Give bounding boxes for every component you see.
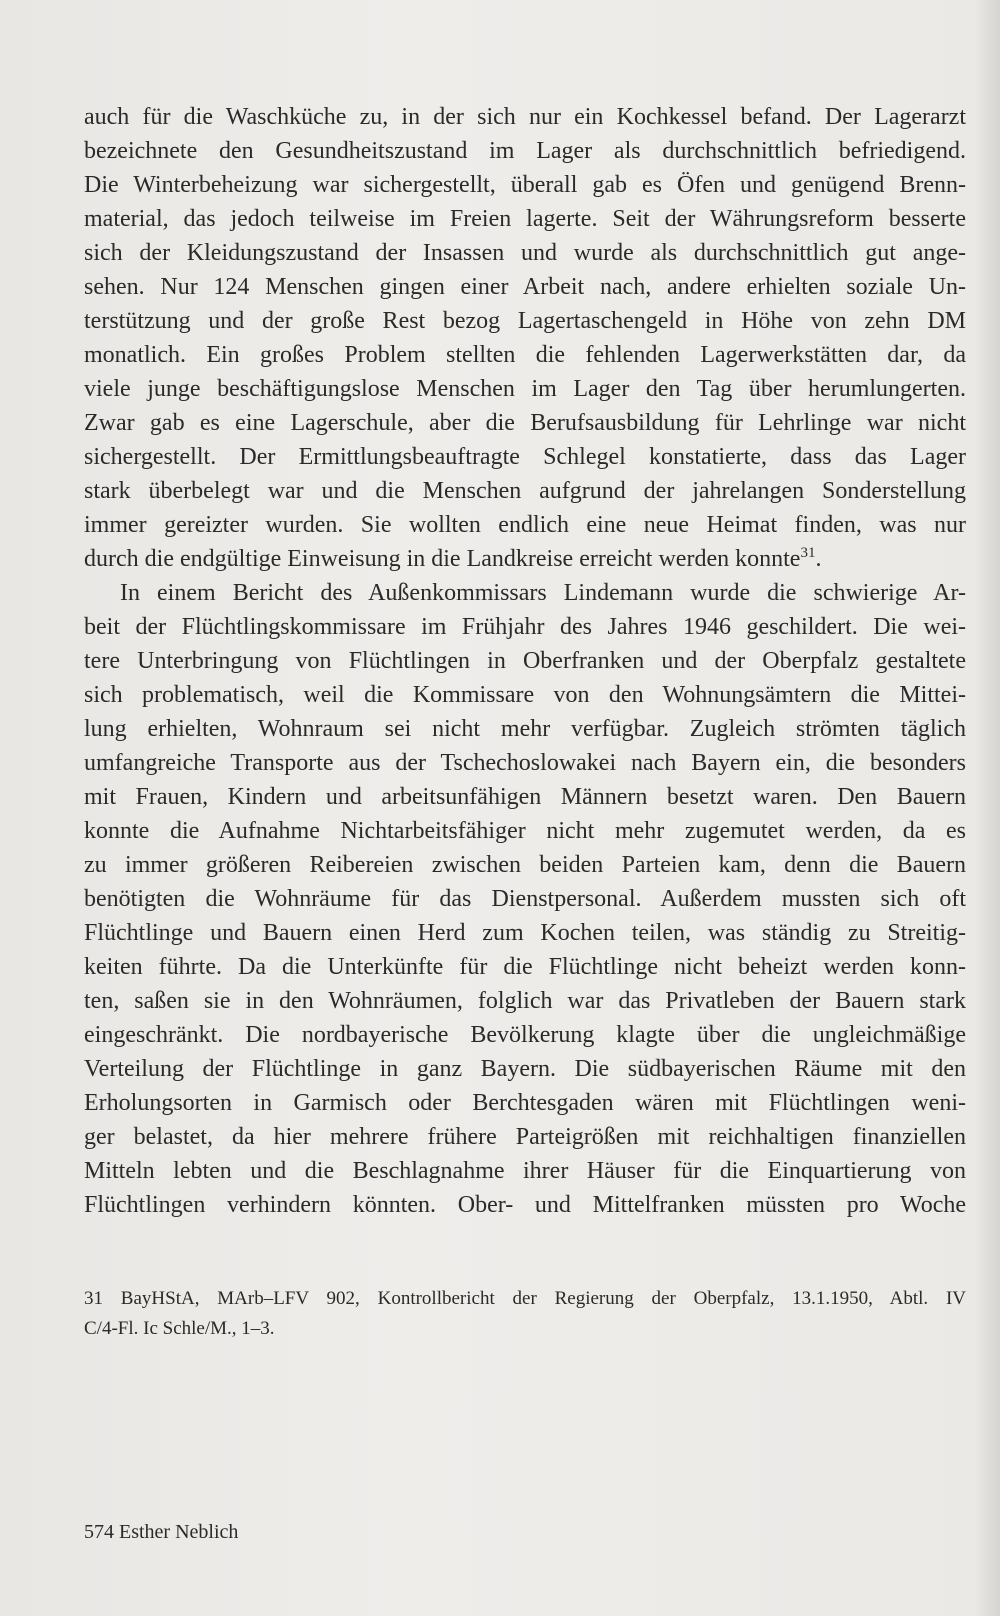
text-line: sichergestellt. Der Ermittlungsbeauftragte Schlegel konstatierte, dass das Lager (84, 444, 966, 470)
text-line: monatlich. Ein großes Problem stellten die fehlenden Lagerwerkstätten dar, da (84, 342, 966, 368)
text-line: viele junge beschäftigungslose Menschen im Lager den Tag über herumlungerten. (84, 376, 966, 402)
paragraph-2 (84, 576, 966, 1222)
text-line: Die Winterbeheizung war sichergestellt, überall gab es Öfen und genügend Brenn- (84, 172, 966, 198)
text-line: sehen. Nur 124 Menschen gingen einer Arbeit nach, andere erhielten soziale Un- (84, 274, 966, 300)
text-line: mit Frauen, Kindern und arbeitsunfähigen Männern besetzt waren. Den Bauern (84, 784, 966, 810)
body-text (84, 100, 966, 1222)
text-line: Erholungsorten in Garmisch oder Berchtesgaden wären mit Flüchtlingen weni- (84, 1090, 966, 1116)
text-line: immer gereizter wurden. Sie wollten endlich eine neue Heimat finden, was nur (84, 512, 966, 538)
text-line: sich problematisch, weil die Kommissare von den Wohnungsämtern die Mittei- (84, 682, 966, 708)
text-line: material, das jedoch teilweise im Freien lagerte. Seit der Währungsreform besserte (84, 206, 966, 232)
text-line: bezeichnete den Gesundheitszustand im Lager als durchschnittlich befriedigend. (84, 138, 966, 164)
sentence-end: . (815, 546, 822, 572)
footnote-line: 31 BayHStA, MArb–LFV 902, Kontrollbericht der Regierung der Oberpfalz, 13.1.1950, Abtl. IV (84, 1288, 966, 1309)
text-line (84, 542, 966, 576)
page-footer (84, 1518, 238, 1546)
text-line: eingeschränkt. Die nordbayerische Bevölkerung klagte über die ungleichmäßige (84, 1022, 966, 1048)
text-line: ger belastet, da hier mehrere frühere Parteigrößen mit reichhaltigen finanziellen (84, 1124, 966, 1150)
paragraph-1 (84, 100, 966, 576)
text-line: sich der Kleidungszustand der Insassen und wurde als durchschnittlich gut ange- (84, 240, 966, 266)
text-line: Flüchtlingen verhindern könnten. Ober- und Mittelfranken müssten pro Woche (84, 1192, 966, 1218)
text-line: umfangreiche Transporte aus der Tschechoslowakei nach Bayern ein, die besonders (84, 750, 966, 776)
text-line: ten, saßen sie in den Wohnräumen, folglich war das Privatleben der Bauern stark (84, 988, 966, 1014)
text-line: lung erhielten, Wohnraum sei nicht mehr verfügbar. Zugleich strömten täglich (84, 716, 966, 742)
text-line: Mitteln lebten und die Beschlagnahme ihrer Häuser für die Einquartierung von (84, 1158, 966, 1184)
text-line: In einem Bericht des Außenkommissars Lindemann wurde die schwierige Ar- (120, 580, 966, 606)
text-line: stark überbelegt war und die Menschen aufgrund der jahrelangen Sonderstellung (84, 478, 966, 504)
footnote (84, 1284, 966, 1344)
text-line: Zwar gab es eine Lagerschule, aber die Berufsausbildung für Lehrlinge war nicht (84, 410, 966, 436)
text-line: Verteilung der Flüchtlinge in ganz Bayern. Die südbayerischen Räume mit den (84, 1056, 966, 1082)
text-line: beit der Flüchtlingskommissare im Frühjahr des Jahres 1946 geschildert. Die wei- (84, 614, 966, 640)
text-line: benötigten die Wohnräume für das Dienstpersonal. Außerdem mussten sich oft (84, 886, 966, 912)
footnote-line: C/4-Fl. Ic Schle/M., 1–3. (84, 1318, 275, 1339)
author-name: Esther Neblich (119, 1521, 239, 1543)
page-number: 574 (84, 1521, 114, 1543)
text-line: terstützung und der große Rest bezog Lagertaschengeld in Höhe von zehn DM (84, 308, 966, 334)
text-line-content: durch die endgültige Einweisung in die Landkreise erreicht werden konnte (84, 546, 801, 572)
page-edge-shadow (974, 0, 1000, 1616)
footnote-reference[interactable]: 31 (800, 545, 816, 561)
text-line: keiten führte. Da die Unterkünfte für die Flüchtlinge nicht beheizt werden konn- (84, 954, 966, 980)
text-line: tere Unterbringung von Flüchtlingen in Oberfranken und der Oberpfalz gestaltete (84, 648, 966, 674)
text-line: zu immer größeren Reibereien zwischen beiden Parteien kam, denn die Bauern (84, 852, 966, 878)
text-line: Flüchtlinge und Bauern einen Herd zum Kochen teilen, was ständig zu Streitig- (84, 920, 966, 946)
text-line: auch für die Waschküche zu, in der sich nur ein Kochkessel befand. Der Lagerarzt (84, 104, 966, 130)
text-line: konnte die Aufnahme Nichtarbeitsfähiger nicht mehr zugemutet werden, da es (84, 818, 966, 844)
